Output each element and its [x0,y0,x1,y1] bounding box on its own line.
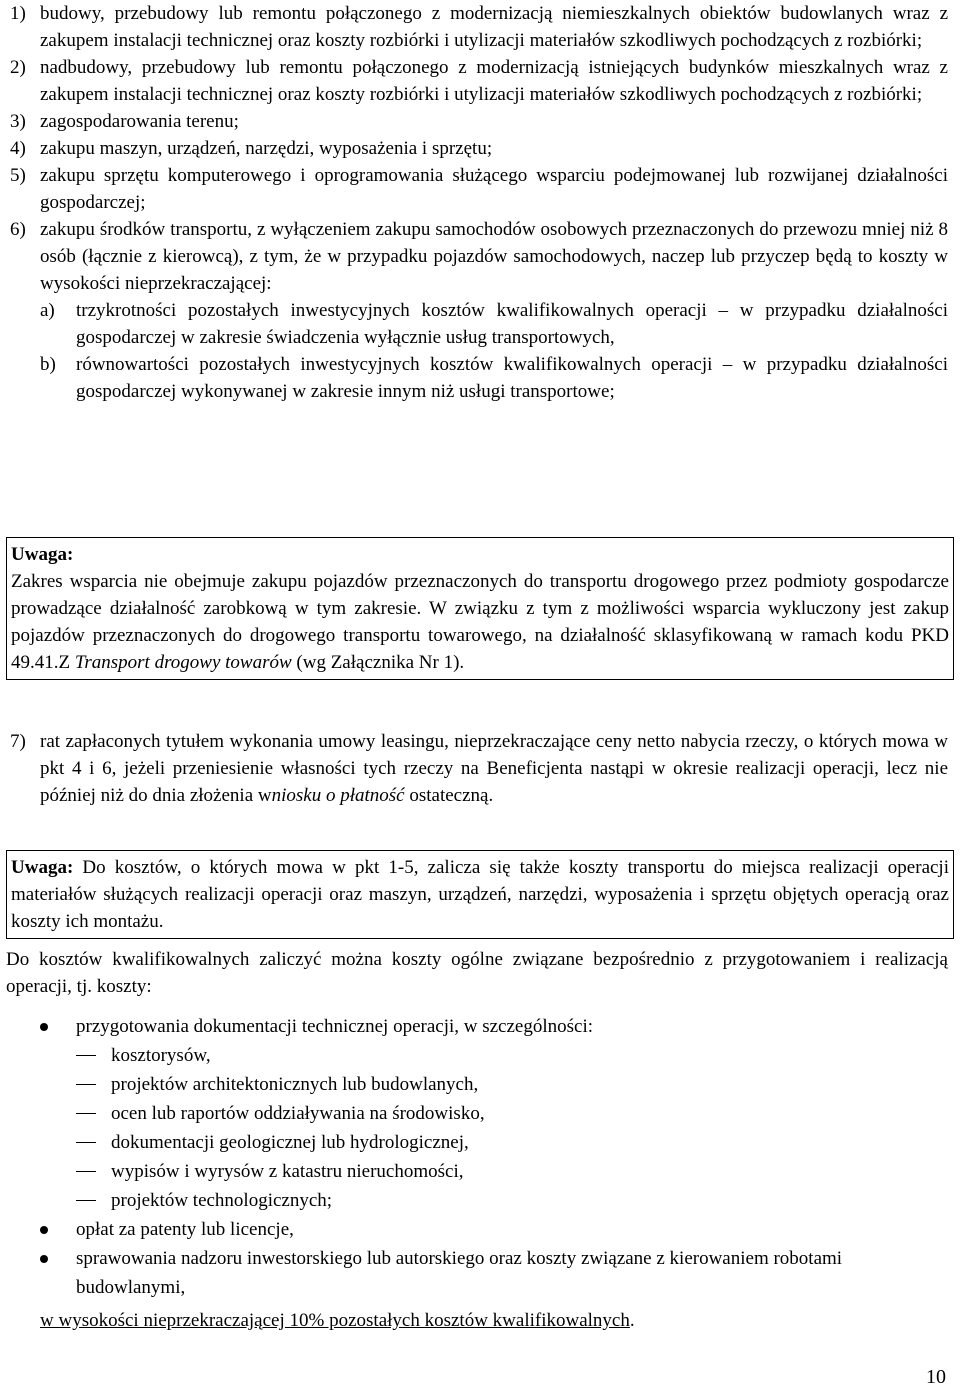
note-body: Do kosztów, o których mowa w pkt 1-5, zalicza się także koszty transportu do miejsca realizacji operacji materiałów służących realizacji operacji oraz maszyn, urządzeń, narzędzi, wyposażenia i sprzętu objętych operacją oraz koszty ich montażu. [11,857,949,932]
dash-item [38,1186,948,1215]
bullet-icon [40,1255,48,1263]
dash-text: wypisów i wyrysów z katastru nieruchomości, [111,1161,464,1182]
list-item [10,0,948,54]
item-number: 4) [10,138,26,159]
note-label: Uwaga: [11,857,74,878]
item-number: 2) [10,57,26,78]
note-box-transport [6,850,954,939]
limit-text: w wysokości nieprzekraczającej 10% pozostałych kosztów kwalifikowalnych [40,1310,630,1331]
dash-item [38,1099,948,1128]
dash-item [38,1128,948,1157]
item-text: zakupu sprzętu komputerowego i oprogramowania służącego wsparciu podejmowanej lub rozwijanej działalności gospodarczej; [40,165,948,213]
list-item [10,728,948,809]
item-text: zakupu środków transportu, z wyłączeniem zakupu samochodów osobowych przeznaczonych do przewozu mniej niż 8 osób (łącznie z kierowcą), z tym, że w przypadku pojazdów samochodowych, naczep lub przyczep będą to koszty w wysokości nieprzekraczającej: [40,219,948,294]
list-item [10,108,948,135]
item-text: zakupu maszyn, urządzeń, narzędzi, wyposażenia i sprzętu; [40,138,493,159]
dash-icon [76,1200,96,1201]
item-number: 3) [10,111,26,132]
dash-item [38,1041,948,1070]
bullet-item [38,1215,948,1244]
item-number: 6) [10,219,26,240]
dash-icon [76,1142,96,1143]
bullet-text: sprawowania nadzoru inwestorskiego lub autorskiego oraz koszty związane z kierowaniem robotami budowlanymi, [76,1248,843,1298]
note-text [11,854,949,935]
list-item [10,135,948,162]
bullet-icon [40,1226,48,1234]
item-text: nadbudowy, przebudowy lub remontu połączonego z modernizacją istniejących budynków mieszkalnych wraz z zakupem instalacji technicznej oraz koszty rozbiórki i utylizacji materiałów szkodliwych pochodzących z rozbiórki; [40,57,948,105]
item-7-block [10,728,948,809]
general-costs-intro: Do kosztów kwalifikowalnych zaliczyć można koszty ogólne związane bezpośrednio z przygotowaniem i realizacją operacji, tj. koszty: [6,949,948,997]
note-label: Uwaga: [11,544,74,565]
sub-item-text: równowartości pozostałych inwestycyjnych kosztów kwalifikowalnych operacji – w przypadku działalności gospodarczej wykonywanej w zakresie innym niż usługi transportowe; [76,354,948,402]
dash-icon [76,1171,96,1172]
general-costs-list [38,1012,948,1302]
bullet-icon [40,1023,48,1031]
item-text: budowy, przebudowy lub remontu połączonego z modernizacją niemieszkalnych obiektów budowlanych wraz z zakupem instalacji technicznej oraz koszty rozbiórki i utylizacji materiałów szkodliwych pochodzących z rozbiórki; [40,3,948,51]
page-number: 10 [926,1366,946,1388]
bullet-item [38,1244,948,1302]
list-item [10,54,948,108]
limit-statement [40,1307,635,1334]
item-text: zagospodarowania terenu; [40,111,239,132]
list-item [10,216,948,297]
dash-icon [76,1084,96,1085]
item-number: 1) [10,3,26,24]
item-tail: ostateczną. [404,785,494,806]
dash-text: kosztorysów, [111,1045,211,1066]
sub-list-item [10,297,948,351]
bullet-text: przygotowania dokumentacji technicznej operacji, w szczególności: [76,1016,594,1037]
eligible-costs-list [10,0,948,405]
note-text [11,568,949,676]
item-text: rat zapłaconych tytułem wykonania umowy leasingu, nieprzekraczające ceny netto nabycia rzeczy, o których mowa w pkt 4 i 6, jeżeli przeniesienie własności tych rzeczy na Beneficjenta nastąpi w okresie realizacji operacji, lecz nie później niż do dnia złożenia w [40,731,948,806]
dash-text: projektów technologicznych; [111,1190,333,1211]
sub-item-letter: a) [40,300,55,321]
item-number: 5) [10,165,26,186]
sub-item-text: trzykrotności pozostałych inwestycyjnych kosztów kwalifikowalnych operacji – w przypadku działalności gospodarczej w zakresie świadczenia wyłącznie usług transportowych, [76,300,948,348]
note-italic: Transport drogowy towarów [74,652,292,673]
note-box-vehicles [6,537,954,680]
bullet-item [38,1012,948,1041]
list-item [10,162,948,216]
dash-text: dokumentacji geologicznej lub hydrologicznej, [111,1132,469,1153]
item-italic: niosku o płatność [271,785,405,806]
dash-item [38,1070,948,1099]
item-number: 7) [10,731,26,752]
limit-tail: . [629,1310,635,1331]
sub-list-item [10,351,948,405]
note-body: Zakres wsparcia nie obejmuje zakupu pojazdów przeznaczonych do transportu drogowego przez podmioty gospodarcze prowadzące działalność zarobkową w tym zakresie. W związku z tym z możliwości wsparcia wykluczony jest zakup pojazdów przeznaczonych do drogowego transportu towarowego, na działalność sklasyfikowaną w ramach kodu PKD 49.41.Z [11,571,949,673]
dash-text: ocen lub raportów oddziaływania na środowisko, [111,1103,485,1124]
sub-item-letter: b) [40,354,56,375]
dash-icon [76,1055,96,1056]
dash-icon [76,1113,96,1114]
bullet-text: opłat za patenty lub licencje, [76,1219,294,1240]
dash-text: projektów architektonicznych lub budowlanych, [111,1074,479,1095]
note-tail: (wg Załącznika Nr 1). [291,652,465,673]
dash-item [38,1157,948,1186]
